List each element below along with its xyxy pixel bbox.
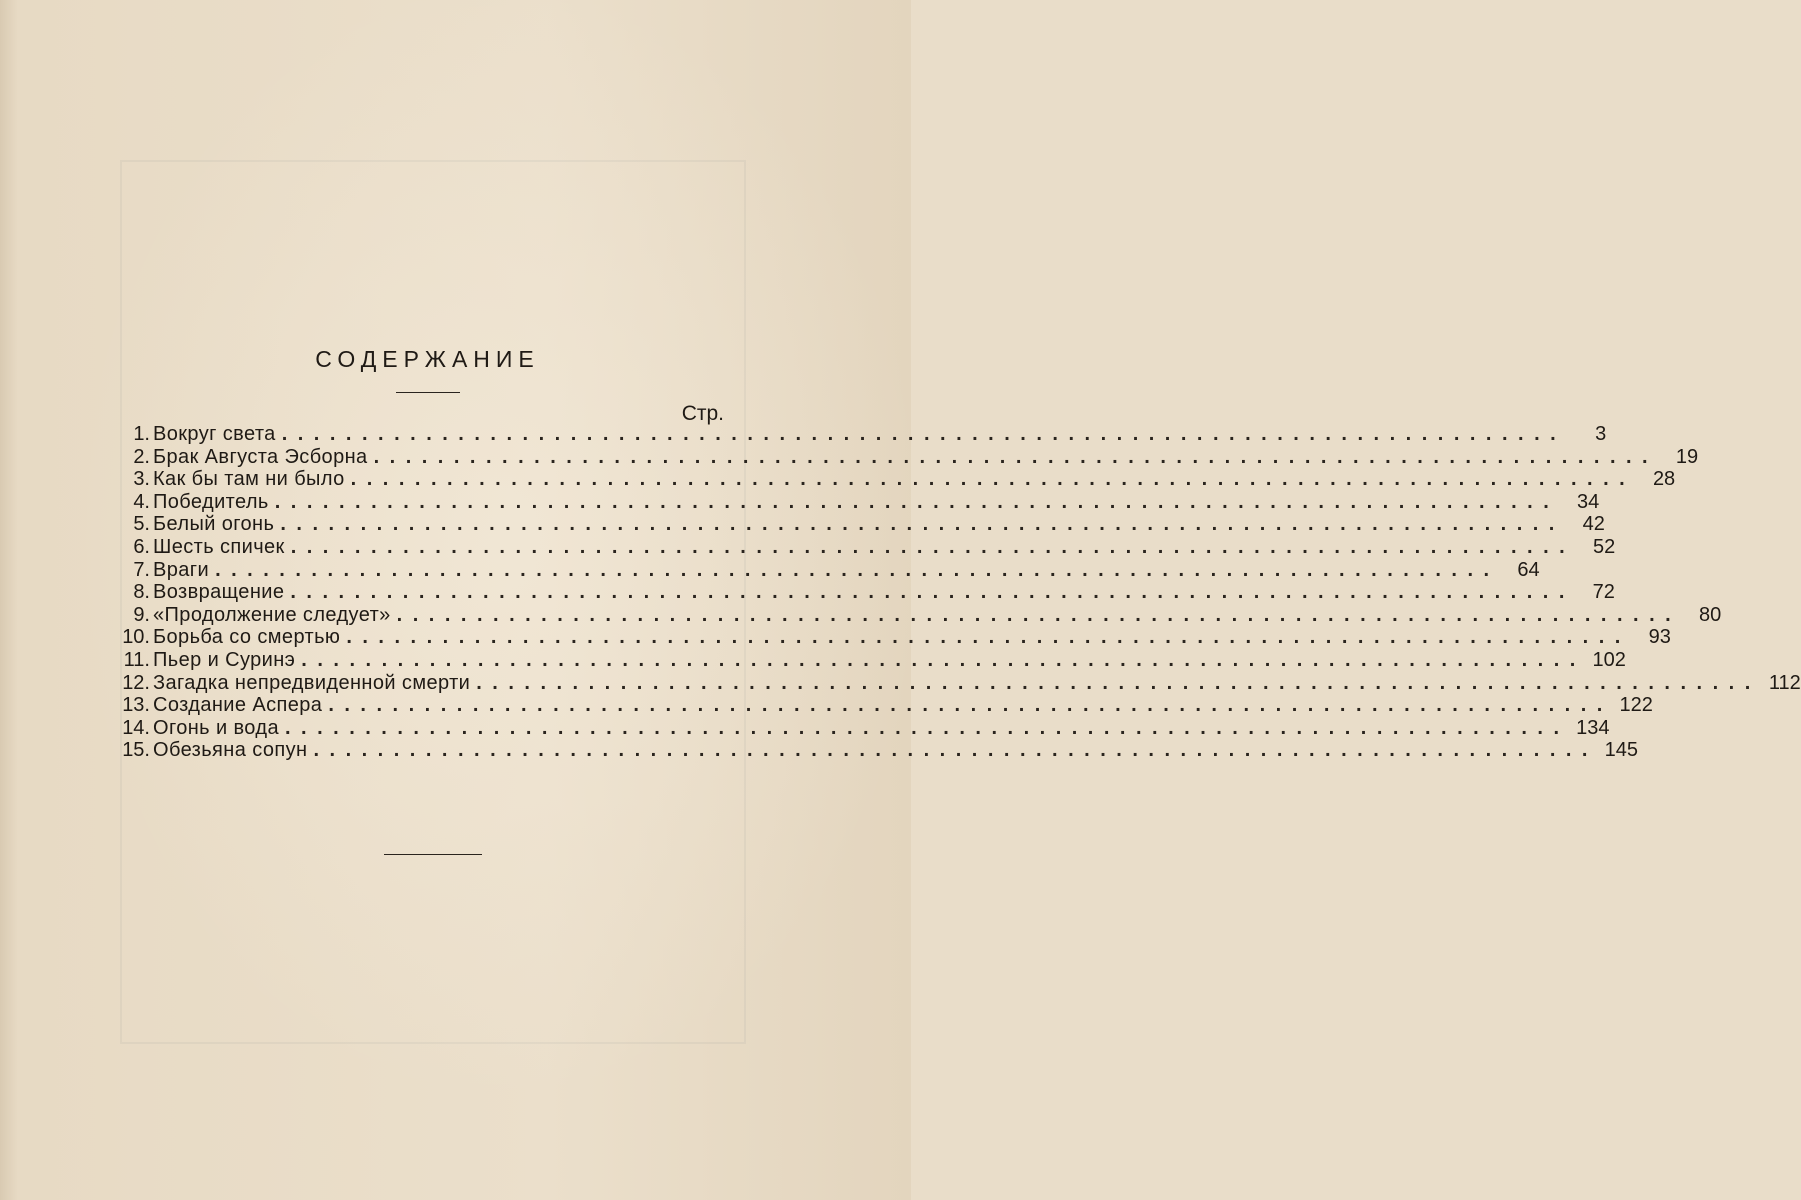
dot-leader: ................................................................................ — [476, 671, 1761, 694]
toc-entry — [112, 445, 1699, 469]
toc-entry-page: 64 — [1517, 558, 1540, 581]
dot-leader: ................................................................................ — [313, 739, 1598, 762]
bottom-divider — [384, 854, 482, 855]
toc-entry-number: 6. — [133, 535, 150, 558]
toc-entry-number: 12. — [122, 671, 150, 694]
toc-entry-page: 122 — [1619, 694, 1653, 717]
toc-entry-title: Огонь и вода — [153, 716, 279, 739]
toc-entry — [112, 468, 1676, 491]
dot-leader: ................................................................................ — [396, 603, 1682, 626]
table-of-contents — [112, 423, 1801, 762]
dot-leader: ................................................................................ — [284, 716, 1570, 739]
dot-leader: ................................................................................ — [280, 513, 1565, 536]
toc-entry — [112, 648, 1626, 672]
toc-entry — [112, 671, 1801, 695]
toc-entry-title: Белый огонь — [153, 513, 275, 536]
toc-entry-page: 42 — [1582, 513, 1605, 536]
toc-entry-page: 19 — [1675, 445, 1699, 468]
toc-entry-number: 2. — [133, 445, 150, 468]
toc-entry-title: Пьер и Суринэ — [153, 648, 296, 671]
dot-leader: ................................................................................ — [346, 626, 1631, 649]
page-column-label: Стр. — [681, 402, 724, 425]
toc-entry-page: 72 — [1592, 581, 1615, 604]
toc-entry-title: Борьба со смертью — [153, 626, 341, 649]
toc-entry-number: 10. — [122, 626, 150, 649]
toc-entry — [112, 535, 1616, 559]
dot-leader: ................................................................................ — [301, 648, 1586, 671]
toc-entry-title: Вокруг света — [153, 423, 276, 445]
toc-entry — [112, 513, 1605, 536]
dot-leader: ................................................................................ — [328, 694, 1613, 717]
toc-entry-title: Как бы там ни было — [153, 468, 345, 491]
toc-entry-page: 28 — [1652, 468, 1676, 491]
toc-entry — [112, 626, 1671, 649]
toc-entry-title: Создание Аспера — [153, 694, 323, 717]
toc-entry-page: 52 — [1592, 535, 1616, 558]
toc-entry-page: 80 — [1698, 603, 1722, 626]
toc-entry-title: Шесть спичек — [153, 535, 285, 558]
toc-entry-page: 34 — [1577, 490, 1600, 513]
toc-entry-page: 134 — [1576, 716, 1610, 739]
toc-entry-number: 8. — [133, 581, 150, 604]
toc-entry — [112, 603, 1722, 627]
toc-entry-number: 9. — [133, 603, 150, 626]
toc-entry-page: 102 — [1592, 648, 1626, 671]
toc-entry-page: 93 — [1648, 626, 1671, 649]
dot-leader: ................................................................................ — [281, 423, 1567, 445]
dot-leader: ................................................................................ — [290, 535, 1576, 558]
dot-leader: ................................................................................ — [350, 468, 1636, 491]
toc-entry-page: 112 — [1768, 671, 1801, 694]
toc-entry-title: Брак Августа Эсборна — [153, 445, 368, 468]
toc-entry-page: 145 — [1604, 739, 1638, 762]
dot-leader: ................................................................................ — [215, 558, 1500, 581]
toc-entry-title: «Продолжение следует» — [153, 603, 391, 626]
toc-entry — [112, 490, 1600, 514]
toc-entry — [112, 581, 1615, 604]
toc-entry-title: Обезьяна сопун — [153, 739, 308, 762]
toc-entry-title: Загадка непредвиденной смерти — [153, 671, 471, 694]
dot-leader: ................................................................................ — [290, 581, 1575, 604]
toc-entry-page: 3 — [1595, 423, 1607, 445]
toc-entry-number: 13. — [122, 694, 150, 717]
dot-leader: ................................................................................ — [373, 445, 1659, 468]
toc-entry-number: 14. — [122, 716, 150, 739]
toc-entry-title: Победитель — [153, 490, 269, 513]
toc-entry-title: Враги — [153, 558, 210, 581]
toc-entry-number: 4. — [133, 490, 150, 513]
toc-entry-number: 1. — [133, 423, 150, 445]
toc-entry — [112, 739, 1638, 762]
toc-entry-title: Возвращение — [153, 581, 285, 604]
title-divider — [396, 392, 460, 393]
toc-entry — [112, 558, 1540, 582]
toc-entry-number: 3. — [133, 468, 150, 491]
dot-leader: ................................................................................ — [274, 490, 1560, 513]
toc-entry-number: 7. — [133, 558, 150, 581]
toc-entry-number: 5. — [133, 513, 150, 536]
page-title: СОДЕРЖАНИЕ — [315, 346, 540, 372]
toc-entry — [112, 694, 1653, 717]
toc-entry-number: 15. — [122, 739, 150, 762]
toc-entry-number: 11. — [123, 648, 150, 671]
toc-entry — [112, 716, 1610, 740]
toc-entry — [112, 423, 1607, 446]
